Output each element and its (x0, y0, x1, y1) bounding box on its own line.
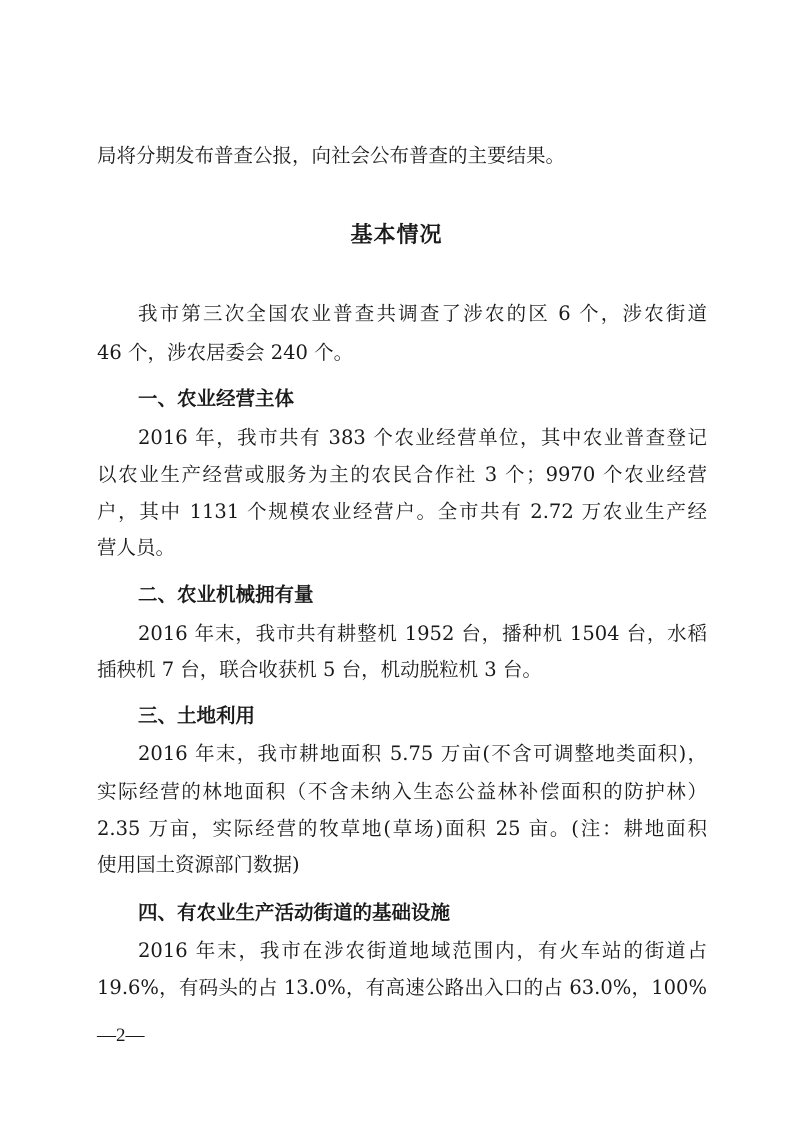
intro-line: 46 个，涉农居委会 240 个。 (97, 341, 354, 364)
paragraph-line: 以农业生产经营或服务为主的农民合作社 3 个；9970 个农业经营 (97, 463, 707, 486)
paragraph-line: 2016 年末，我市在涉农街道地域范围内，有火车站的街道占 (138, 939, 707, 962)
section-heading: 二、农业机械拥有量 (138, 583, 314, 606)
section-heading: 一、农业经营主体 (138, 387, 295, 410)
paragraph-line: 2016 年末，我市共有耕整机 1952 台，播种机 1504 台，水稻 (138, 622, 707, 645)
paragraph-line: 实际经营的林地面积（不含未纳入生态公益林补偿面积的防护林） (97, 780, 707, 803)
section-title: 基本情况 (350, 223, 443, 248)
lead-in-line: 局将分期发布普查公报，向社会公布普查的主要结果。 (97, 144, 566, 167)
paragraph-line: 2.35 万亩，实际经营的牧草地(草场)面积 25 亩。(注：耕地面积 (97, 817, 707, 840)
paragraph-line: 2016 年末，我市耕地面积 5.75 万亩(不含可调整地类面积)， (138, 742, 707, 765)
paragraph-line: 插秧机 7 台，联合收获机 5 台，机动脱粒机 3 台。 (97, 658, 542, 681)
paragraph-line: 使用国土资源部门数据) (97, 853, 300, 876)
page-number: —2— (97, 1025, 145, 1046)
section-heading: 三、土地利用 (138, 704, 256, 727)
intro-line: 我市第三次全国农业普查共调查了涉农的区 6 个，涉农街道 (138, 302, 707, 325)
paragraph-line: 19.6%，有码头的占 13.0%，有高速公路出入口的占 63.0%，100% (97, 976, 707, 999)
paragraph-line: 营人员。 (97, 536, 176, 559)
paragraph-line: 2016 年，我市共有 383 个农业经营单位，其中农业普查登记 (138, 426, 707, 449)
section-heading: 四、有农业生产活动街道的基础设施 (138, 901, 451, 924)
paragraph-line: 户，其中 1131 个规模农业经营户。全市共有 2.72 万农业生产经 (97, 500, 707, 523)
